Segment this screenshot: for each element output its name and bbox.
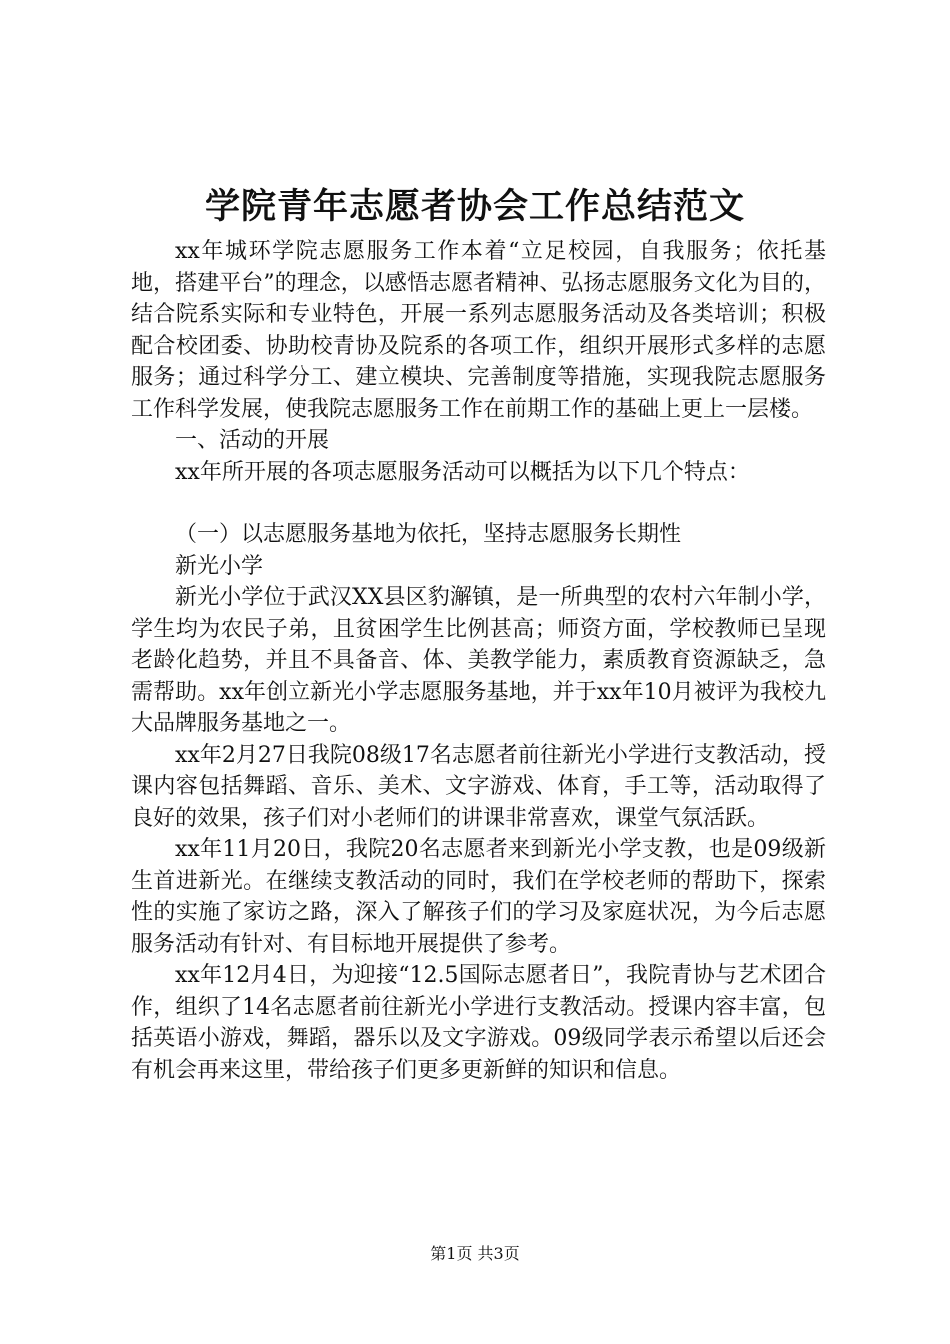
section-heading-activities: 一、活动的开展 [175, 428, 330, 453]
paragraph-school-description: 新光小学位于武汉XX县区豹澥镇，是一所典型的农村六年制小学，学生均为农民子弟，且贫困学生比例甚高；师资方面，学校教师已呈现老龄化趋势，并且不具备音、体、美教学能力，素质教育资源缺乏，急需帮助。xx年创立新光小学志愿服务基地，并于xx年10月被评为我校九大品牌服务基地之一。 [131, 585, 826, 736]
paragraph-intro: xx年城环学院志愿服务工作本着“立足校园，自我服务；依托基地，搭建平台”的理念，以感悟志愿者精神、弘扬志愿服务文化为目的，结合院系实际和专业特色，开展一系列志愿服务活动及各类培训；积极配合校团委、协助校青协及院系的各项工作，组织开展形式多样的志愿服务；通过科学分工、建立模块、完善制度等措施，实现我院志愿服务工作科学发展，使我院志愿服务工作在前期工作的基础上更上一层楼。 [131, 239, 826, 422]
paragraph-features-summary: xx年所开展的各项志愿服务活动可以概括为以下几个特点： [175, 459, 750, 485]
document-body [131, 236, 826, 1086]
paragraph-nov-activity: xx年11月20日，我院20名志愿者来到新光小学支教，也是09级新生首进新光。在继续支教活动的同时，我们在学校老师的帮助下，探索性的实施了家访之路，深入了解孩子们的学习及家庭状况，为今后志愿服务活动有针对、有目标地开展提供了参考。 [131, 837, 826, 957]
subsection-heading-base: （一）以志愿服务基地为依托，坚持志愿服务长期性 [175, 522, 682, 547]
paragraph-feb-activity: xx年2月27日我院08级17名志愿者前往新光小学进行支教活动，授课内容包括舞蹈、音乐、美术、文字游戏、体育，手工等，活动取得了良好的效果，孩子们对小老师们的讲课非常喜欢，课堂气氛活跃。 [131, 742, 826, 831]
subheading-school-name: 新光小学 [175, 553, 264, 579]
page-footer: 第1页 共3页 [430, 1244, 520, 1263]
document-title: 学院青年志愿者协会工作总结范文 [204, 187, 745, 227]
paragraph-dec-activity: xx年12月4日，为迎接“12.5国际志愿者日”，我院青协与艺术团合作，组织了14名志愿者前往新光小学进行支教活动。授课内容丰富，包括英语小游戏，舞蹈，器乐以及文字游戏。09级同学表示希望以后还会有机会再来这里，带给孩子们更多更新鲜的知识和信息。 [131, 963, 826, 1083]
